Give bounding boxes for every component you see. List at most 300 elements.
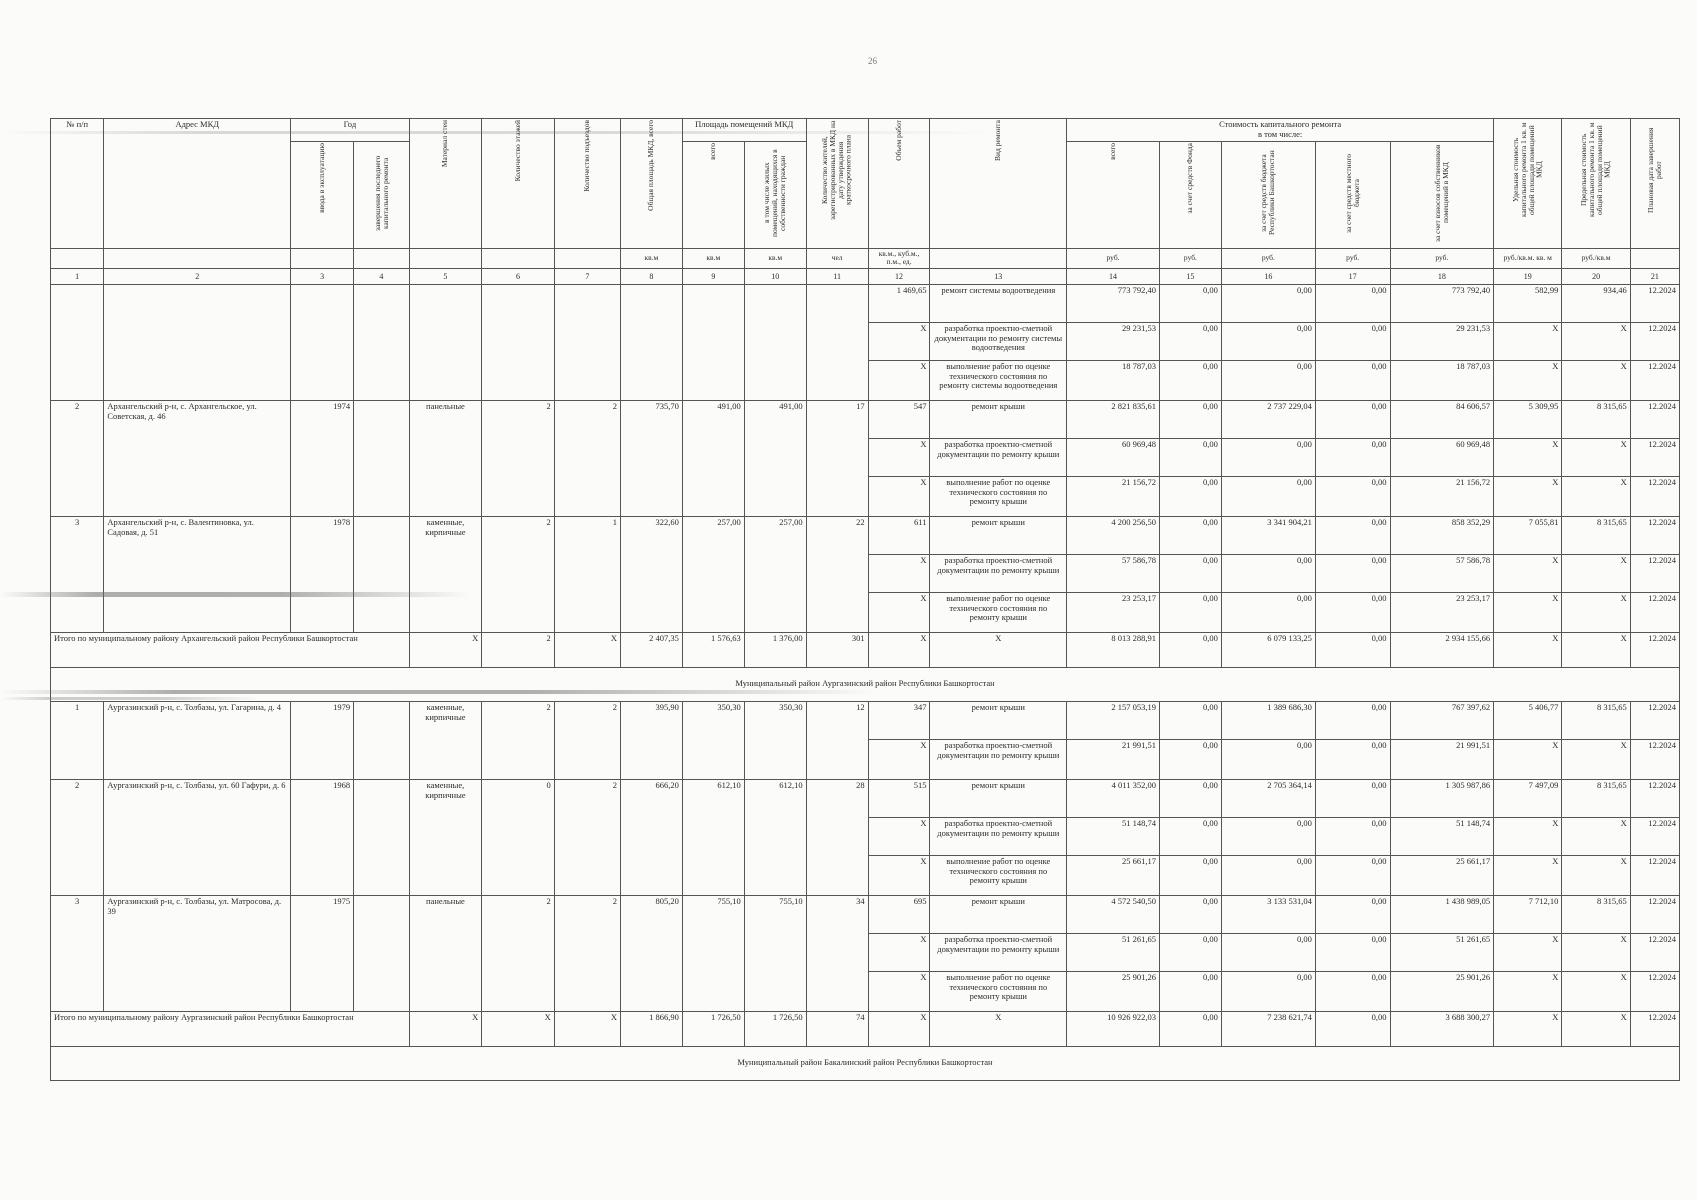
cost-local-budget: 0,00 — [1315, 554, 1390, 592]
cost-owners: 21 991,51 — [1390, 739, 1494, 779]
cost-republic-budget: 0,00 — [1221, 817, 1315, 855]
unit-col10: кв.м — [744, 248, 806, 268]
cost-fund: 0,00 — [1159, 592, 1221, 632]
total-row — [51, 632, 1680, 667]
cost-fund: 0,00 — [1159, 438, 1221, 476]
column-numbers-row — [51, 268, 1680, 284]
total-floors: X — [482, 1011, 555, 1046]
cost-owners: 21 156,72 — [1390, 476, 1494, 516]
header-col14: всего — [1067, 141, 1160, 248]
work-volume: X — [868, 855, 930, 895]
residents-count — [806, 284, 868, 400]
column-number: 4 — [354, 268, 410, 284]
limit-cost: X — [1562, 438, 1630, 476]
entrances-count: 1 — [554, 516, 620, 632]
cost-owners: 2 934 155,66 — [1390, 632, 1494, 667]
header-col10: в том числе жилых помещений, находящихся в собственности граждан — [744, 141, 806, 248]
unit-cost: X — [1494, 592, 1562, 632]
cost-republic-budget: 6 079 133,25 — [1221, 632, 1315, 667]
completion-date: 12.2024 — [1630, 438, 1679, 476]
unit-col9: кв.м — [682, 248, 744, 268]
column-number: 17 — [1315, 268, 1390, 284]
completion-date: 12.2024 — [1630, 1011, 1679, 1046]
cost-republic-budget: 3 133 531,04 — [1221, 895, 1315, 933]
unit-cost: X — [1494, 971, 1562, 1011]
area-all: 755,10 — [682, 895, 744, 1011]
cost-total: 2 157 053,19 — [1067, 701, 1160, 739]
commission-year: 1979 — [291, 701, 354, 779]
column-number: 20 — [1562, 268, 1630, 284]
cost-owners: 51 148,74 — [1390, 817, 1494, 855]
cost-local-budget: 0,00 — [1315, 855, 1390, 895]
floors-count: 2 — [482, 516, 555, 632]
work-type: выполнение работ по оценке технического состояния по ремонту системы водоотведения — [930, 360, 1067, 400]
cost-local-budget: 0,00 — [1315, 1011, 1390, 1046]
cost-owners: 1 438 989,05 — [1390, 895, 1494, 933]
wall-material: каменные, кирпичные — [409, 701, 482, 779]
commission-year: 1978 — [291, 516, 354, 632]
cost-republic-budget: 0,00 — [1221, 739, 1315, 779]
cost-total: 51 148,74 — [1067, 817, 1160, 855]
cost-total: 25 901,26 — [1067, 971, 1160, 1011]
work-type: X — [930, 632, 1067, 667]
wall-material: панельные — [409, 895, 482, 1011]
cost-owners: 60 969,48 — [1390, 438, 1494, 476]
commission-year: 1968 — [291, 779, 354, 895]
work-volume: 547 — [868, 400, 930, 438]
total-area-total: 1 866,90 — [620, 1011, 682, 1046]
section-row — [51, 667, 1680, 701]
scan-artifact — [0, 697, 260, 700]
last-repair-year — [354, 284, 410, 400]
total-label: Итого по муниципальному району Архангельский район Республики Башкортостан — [51, 632, 410, 667]
cost-owners: 51 261,65 — [1390, 933, 1494, 971]
units-row — [51, 248, 1680, 268]
unit-col16: руб. — [1221, 248, 1315, 268]
work-type: ремонт крыши — [930, 400, 1067, 438]
limit-cost: 8 315,65 — [1562, 400, 1630, 438]
total-residents: 74 — [806, 1011, 868, 1046]
area-all — [682, 284, 744, 400]
limit-cost: 8 315,65 — [1562, 516, 1630, 554]
cost-fund: 0,00 — [1159, 284, 1221, 322]
work-volume: 611 — [868, 516, 930, 554]
capital-repair-register-table — [50, 118, 1680, 1081]
completion-date: 12.2024 — [1630, 476, 1679, 516]
header-cost-group: Стоимость капитального ремонта в том числе: — [1067, 119, 1494, 142]
register-body — [51, 284, 1680, 1080]
total-residents: 301 — [806, 632, 868, 667]
header-row-group — [51, 119, 1680, 142]
row-number — [51, 284, 104, 400]
table-row — [51, 779, 1680, 817]
completion-date: 12.2024 — [1630, 322, 1679, 360]
cost-local-budget: 0,00 — [1315, 739, 1390, 779]
cost-fund: 0,00 — [1159, 895, 1221, 933]
total-area-all: 1 576,63 — [682, 632, 744, 667]
cost-fund: 0,00 — [1159, 516, 1221, 554]
cost-fund: 0,00 — [1159, 739, 1221, 779]
header-col20: Предельная стоимость капитального ремонта 1 кв. м общей площади помещений МКД — [1562, 119, 1630, 249]
cost-owners: 773 792,40 — [1390, 284, 1494, 322]
cost-total: 4 200 256,50 — [1067, 516, 1160, 554]
work-type: ремонт крыши — [930, 516, 1067, 554]
unit-col11: чел — [806, 248, 868, 268]
work-volume: X — [868, 632, 930, 667]
area-residential: 350,30 — [744, 701, 806, 779]
unit-col12: кв.м., куб.м., п.м., ед. — [868, 248, 930, 268]
area-total: 805,20 — [620, 895, 682, 1011]
header-col5: Материал стен — [409, 119, 482, 249]
unit-cost: X — [1494, 817, 1562, 855]
header-col9: всего — [682, 141, 744, 248]
total-material: X — [409, 632, 482, 667]
last-repair-year — [354, 895, 410, 1011]
unit-cost: X — [1494, 476, 1562, 516]
entrances-count: 2 — [554, 701, 620, 779]
work-type: выполнение работ по оценке технического состояния по ремонту крыши — [930, 476, 1067, 516]
header-col6: Количество этажей — [482, 119, 555, 249]
total-entrances: X — [554, 632, 620, 667]
residents-count: 28 — [806, 779, 868, 895]
cost-republic-budget: 0,00 — [1221, 855, 1315, 895]
floors-count: 2 — [482, 701, 555, 779]
column-number: 13 — [930, 268, 1067, 284]
wall-material: каменные, кирпичные — [409, 516, 482, 632]
work-volume: X — [868, 360, 930, 400]
cost-total: 4 011 352,00 — [1067, 779, 1160, 817]
cost-total: 10 926 922,03 — [1067, 1011, 1160, 1046]
work-volume: 1 469,65 — [868, 284, 930, 322]
cost-total: 4 572 540,50 — [1067, 895, 1160, 933]
area-all: 491,00 — [682, 400, 744, 516]
cost-local-budget: 0,00 — [1315, 701, 1390, 739]
header-col12: Объем работ — [868, 119, 930, 249]
header-col17: за счет средств местного бюджета — [1315, 141, 1390, 248]
work-type: выполнение работ по оценке технического состояния по ремонту крыши — [930, 971, 1067, 1011]
building-address: Аургазинский р-н, с. Толбазы, ул. 60 Гафури, д. 6 — [104, 779, 291, 895]
cost-local-budget: 0,00 — [1315, 971, 1390, 1011]
unit-col20: руб./кв.м — [1562, 248, 1630, 268]
cost-local-budget: 0,00 — [1315, 476, 1390, 516]
completion-date: 12.2024 — [1630, 516, 1679, 554]
cost-fund: 0,00 — [1159, 779, 1221, 817]
completion-date: 12.2024 — [1630, 701, 1679, 739]
unit-cost: X — [1494, 855, 1562, 895]
column-number: 16 — [1221, 268, 1315, 284]
cost-republic-budget: 0,00 — [1221, 933, 1315, 971]
column-number: 12 — [868, 268, 930, 284]
table-row — [51, 284, 1680, 322]
last-repair-year — [354, 701, 410, 779]
completion-date: 12.2024 — [1630, 632, 1679, 667]
cost-republic-budget: 0,00 — [1221, 322, 1315, 360]
work-type: ремонт системы водоотведения — [930, 284, 1067, 322]
cost-total: 25 661,17 — [1067, 855, 1160, 895]
section-title: Муниципальный район Аургазинский район Республики Башкортостан — [51, 667, 1680, 701]
work-volume: X — [868, 554, 930, 592]
work-type: разработка проектно-сметной документации по ремонту крыши — [930, 554, 1067, 592]
column-number: 14 — [1067, 268, 1160, 284]
total-area-all: 1 726,50 — [682, 1011, 744, 1046]
residents-count: 34 — [806, 895, 868, 1011]
cost-local-budget: 0,00 — [1315, 779, 1390, 817]
limit-cost: X — [1562, 322, 1630, 360]
floors-count: 2 — [482, 895, 555, 1011]
floors-count — [482, 284, 555, 400]
cost-local-budget: 0,00 — [1315, 284, 1390, 322]
completion-date: 12.2024 — [1630, 933, 1679, 971]
work-type: выполнение работ по оценке технического состояния по ремонту крыши — [930, 855, 1067, 895]
commission-year: 1975 — [291, 895, 354, 1011]
limit-cost: X — [1562, 971, 1630, 1011]
total-area-residential: 1 376,00 — [744, 632, 806, 667]
column-number: 10 — [744, 268, 806, 284]
limit-cost: 8 315,65 — [1562, 701, 1630, 739]
cost-republic-budget: 1 389 686,30 — [1221, 701, 1315, 739]
completion-date: 12.2024 — [1630, 817, 1679, 855]
total-row — [51, 1011, 1680, 1046]
cost-owners: 3 688 300,27 — [1390, 1011, 1494, 1046]
header-year-group: Год — [291, 119, 409, 142]
limit-cost: X — [1562, 360, 1630, 400]
limit-cost: X — [1562, 592, 1630, 632]
header-num: № п/п — [51, 119, 104, 249]
cost-total: 18 787,03 — [1067, 360, 1160, 400]
area-residential: 491,00 — [744, 400, 806, 516]
cost-local-budget: 0,00 — [1315, 322, 1390, 360]
header-col21: Плановая дата завершения работ — [1630, 119, 1679, 249]
cost-local-budget: 0,00 — [1315, 933, 1390, 971]
commission-year — [291, 284, 354, 400]
wall-material: панельные — [409, 400, 482, 516]
cost-republic-budget: 7 238 621,74 — [1221, 1011, 1315, 1046]
header-col4: завершения последнего капитального ремонта — [354, 141, 410, 248]
column-number: 8 — [620, 268, 682, 284]
limit-cost: 8 315,65 — [1562, 895, 1630, 933]
building-address: Архангельский р-н, с. Валентиновка, ул. Садовая, д. 51 — [104, 516, 291, 632]
residents-count: 17 — [806, 400, 868, 516]
section-row — [51, 1046, 1680, 1080]
cost-owners: 18 787,03 — [1390, 360, 1494, 400]
cost-owners: 25 661,17 — [1390, 855, 1494, 895]
unit-col15: руб. — [1159, 248, 1221, 268]
row-number: 3 — [51, 895, 104, 1011]
completion-date: 12.2024 — [1630, 779, 1679, 817]
area-total: 666,20 — [620, 779, 682, 895]
cost-fund: 0,00 — [1159, 701, 1221, 739]
cost-fund: 0,00 — [1159, 855, 1221, 895]
cost-total: 51 261,65 — [1067, 933, 1160, 971]
unit-cost: 7 712,10 — [1494, 895, 1562, 933]
work-volume: X — [868, 322, 930, 360]
limit-cost: X — [1562, 476, 1630, 516]
cost-republic-budget: 0,00 — [1221, 971, 1315, 1011]
work-type: разработка проектно-сметной документации по ремонту крыши — [930, 817, 1067, 855]
area-all: 257,00 — [682, 516, 744, 632]
area-residential: 612,10 — [744, 779, 806, 895]
wall-material — [409, 284, 482, 400]
scan-artifact — [0, 592, 470, 597]
cost-republic-budget: 0,00 — [1221, 554, 1315, 592]
cost-owners: 858 352,29 — [1390, 516, 1494, 554]
entrances-count: 2 — [554, 400, 620, 516]
work-volume: 695 — [868, 895, 930, 933]
building-address: Аургазинский р-н, с. Толбазы, ул. Матросова, д. 39 — [104, 895, 291, 1011]
work-type: разработка проектно-сметной документации по ремонту системы водоотведения — [930, 322, 1067, 360]
cost-fund: 0,00 — [1159, 554, 1221, 592]
cost-republic-budget: 0,00 — [1221, 476, 1315, 516]
cost-local-budget: 0,00 — [1315, 516, 1390, 554]
scan-artifact — [0, 131, 1000, 134]
header-col11: Количество жителей, зарегистрированных в МКД на дату утверждения краткосрочного плана — [806, 119, 868, 249]
residents-count: 12 — [806, 701, 868, 779]
cost-total: 29 231,53 — [1067, 322, 1160, 360]
limit-cost: X — [1562, 855, 1630, 895]
work-volume: X — [868, 1011, 930, 1046]
area-residential — [744, 284, 806, 400]
work-volume: X — [868, 933, 930, 971]
unit-cost: X — [1494, 360, 1562, 400]
unit-cost: 5 309,95 — [1494, 400, 1562, 438]
last-repair-year — [354, 400, 410, 516]
unit-col19: руб./кв.м. кв. м — [1494, 248, 1562, 268]
header-address: Адрес МКД — [104, 119, 291, 249]
total-area-residential: 1 726,50 — [744, 1011, 806, 1046]
cost-total: 773 792,40 — [1067, 284, 1160, 322]
cost-fund: 0,00 — [1159, 476, 1221, 516]
unit-cost: 7 497,09 — [1494, 779, 1562, 817]
area-total: 735,70 — [620, 400, 682, 516]
cost-fund: 0,00 — [1159, 933, 1221, 971]
limit-cost: 934,46 — [1562, 284, 1630, 322]
scan-artifact — [0, 690, 880, 694]
unit-cost: X — [1494, 438, 1562, 476]
floors-count: 0 — [482, 779, 555, 895]
header-col15: за счет средств Фонда — [1159, 141, 1221, 248]
completion-date: 12.2024 — [1630, 284, 1679, 322]
cost-republic-budget: 0,00 — [1221, 438, 1315, 476]
cost-fund: 0,00 — [1159, 817, 1221, 855]
row-number: 2 — [51, 779, 104, 895]
limit-cost: X — [1562, 933, 1630, 971]
cost-total: 60 969,48 — [1067, 438, 1160, 476]
cost-republic-budget: 2 737 229,04 — [1221, 400, 1315, 438]
table-row — [51, 400, 1680, 438]
section-title: Муниципальный район Бакалинский район Республики Башкортостан — [51, 1046, 1680, 1080]
unit-cost: X — [1494, 739, 1562, 779]
column-number: 15 — [1159, 268, 1221, 284]
header-col13: Вид ремонта — [930, 119, 1067, 249]
work-volume: 515 — [868, 779, 930, 817]
column-number: 11 — [806, 268, 868, 284]
work-volume: X — [868, 438, 930, 476]
unit-col18: руб. — [1390, 248, 1494, 268]
limit-cost: X — [1562, 1011, 1630, 1046]
limit-cost: X — [1562, 632, 1630, 667]
area-residential: 755,10 — [744, 895, 806, 1011]
header-area-group: Площадь помещений МКД — [682, 119, 806, 142]
column-number: 5 — [409, 268, 482, 284]
cost-republic-budget: 0,00 — [1221, 592, 1315, 632]
unit-cost: X — [1494, 554, 1562, 592]
row-number: 3 — [51, 516, 104, 632]
unit-col8: кв.м — [620, 248, 682, 268]
work-type: ремонт крыши — [930, 779, 1067, 817]
cost-owners: 767 397,62 — [1390, 701, 1494, 739]
cost-total: 21 991,51 — [1067, 739, 1160, 779]
work-volume: X — [868, 739, 930, 779]
limit-cost: 8 315,65 — [1562, 779, 1630, 817]
area-total: 395,90 — [620, 701, 682, 779]
last-repair-year — [354, 516, 410, 632]
unit-col14: руб. — [1067, 248, 1160, 268]
total-entrances: X — [554, 1011, 620, 1046]
unit-cost: X — [1494, 1011, 1562, 1046]
cost-total: 21 156,72 — [1067, 476, 1160, 516]
cost-republic-budget: 0,00 — [1221, 284, 1315, 322]
cost-fund: 0,00 — [1159, 322, 1221, 360]
unit-cost: 5 406,77 — [1494, 701, 1562, 739]
work-volume: X — [868, 592, 930, 632]
header-col18: за счет взносов собственников помещений в МКД — [1390, 141, 1494, 248]
column-number: 3 — [291, 268, 354, 284]
column-number: 6 — [482, 268, 555, 284]
area-total: 322,60 — [620, 516, 682, 632]
building-address: Аургазинский р-н, с. Толбазы, ул. Гагарина, д. 4 — [104, 701, 291, 779]
area-all: 612,10 — [682, 779, 744, 895]
column-number: 21 — [1630, 268, 1679, 284]
work-volume: X — [868, 971, 930, 1011]
column-number: 1 — [51, 268, 104, 284]
limit-cost: X — [1562, 817, 1630, 855]
cost-owners: 84 606,57 — [1390, 400, 1494, 438]
total-area-total: 2 407,35 — [620, 632, 682, 667]
work-type: разработка проектно-сметной документации по ремонту крыши — [930, 739, 1067, 779]
row-number: 1 — [51, 701, 104, 779]
column-number: 18 — [1390, 268, 1494, 284]
column-number: 19 — [1494, 268, 1562, 284]
unit-cost: X — [1494, 632, 1562, 667]
unit-cost: X — [1494, 933, 1562, 971]
total-floors: 2 — [482, 632, 555, 667]
entrances-count: 2 — [554, 895, 620, 1011]
completion-date: 12.2024 — [1630, 895, 1679, 933]
entrances-count — [554, 284, 620, 400]
unit-cost: 7 055,81 — [1494, 516, 1562, 554]
cost-owners: 57 586,78 — [1390, 554, 1494, 592]
unit-cost: 582,99 — [1494, 284, 1562, 322]
limit-cost: X — [1562, 739, 1630, 779]
cost-republic-budget: 3 341 904,21 — [1221, 516, 1315, 554]
cost-local-budget: 0,00 — [1315, 400, 1390, 438]
commission-year: 1974 — [291, 400, 354, 516]
work-volume: 347 — [868, 701, 930, 739]
cost-owners: 1 305 987,86 — [1390, 779, 1494, 817]
table-row — [51, 516, 1680, 554]
cost-fund: 0,00 — [1159, 360, 1221, 400]
column-number: 9 — [682, 268, 744, 284]
completion-date: 12.2024 — [1630, 592, 1679, 632]
last-repair-year — [354, 779, 410, 895]
table-row — [51, 701, 1680, 739]
completion-date: 12.2024 — [1630, 971, 1679, 1011]
completion-date: 12.2024 — [1630, 855, 1679, 895]
wall-material: каменные, кирпичные — [409, 779, 482, 895]
building-address: Архангельский р-н, с. Архангельское, ул. Советская, д. 46 — [104, 400, 291, 516]
cost-local-budget: 0,00 — [1315, 895, 1390, 933]
cost-total: 57 586,78 — [1067, 554, 1160, 592]
